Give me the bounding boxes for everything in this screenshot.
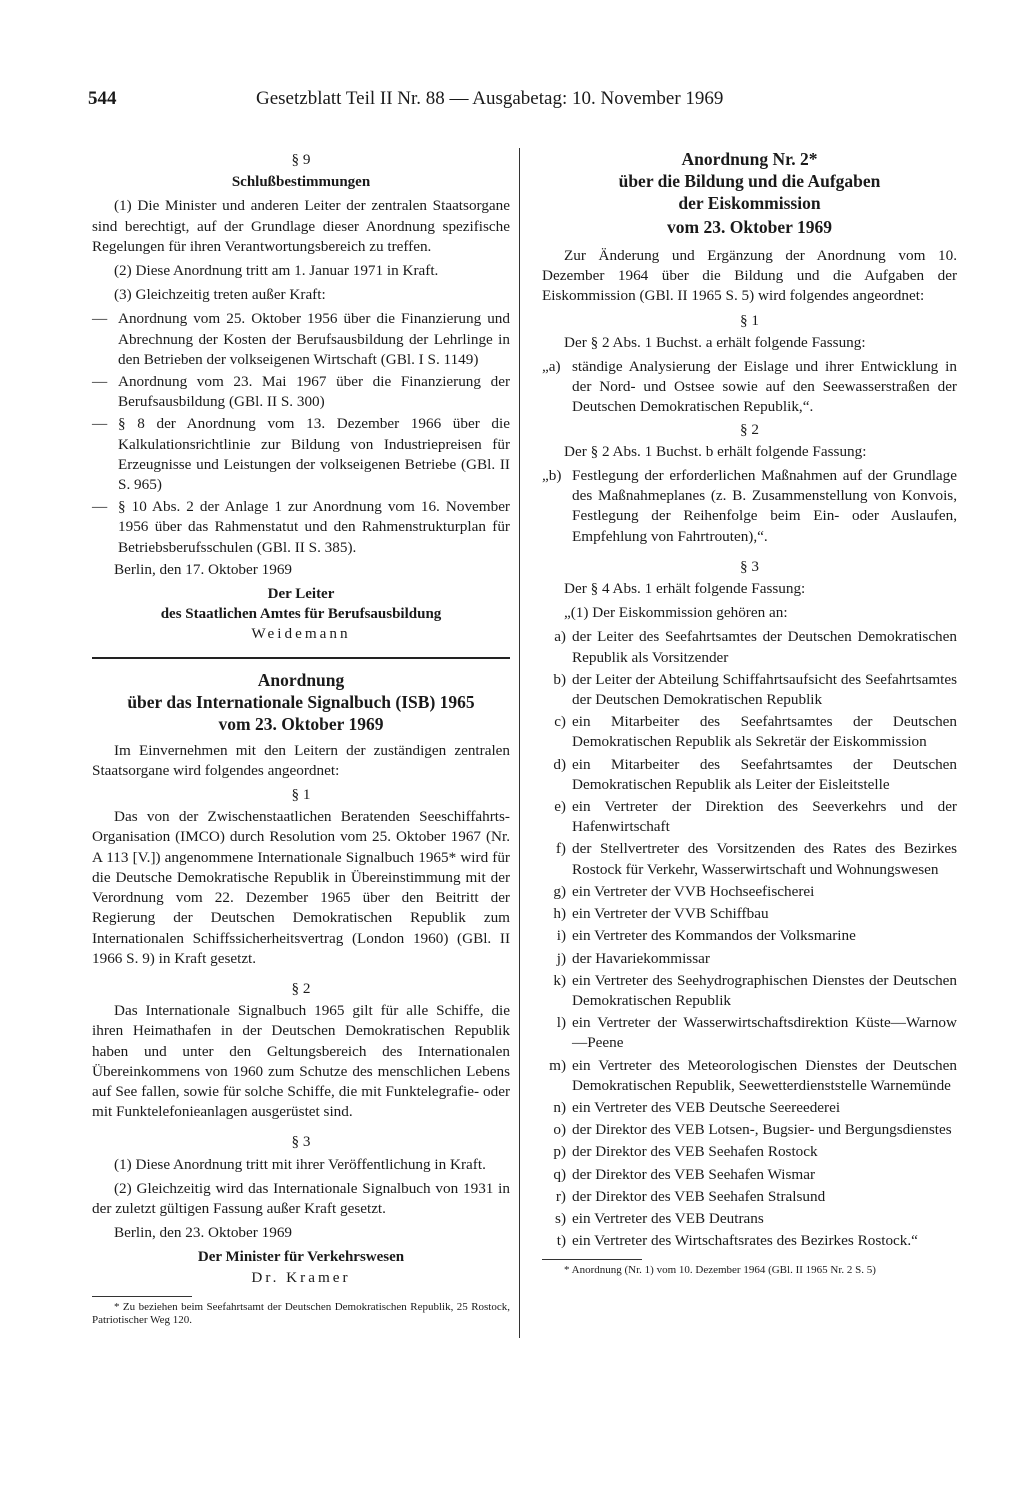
member-label: q) [553, 1165, 566, 1183]
right-column [542, 148, 957, 1281]
member-item [542, 839, 957, 879]
member-text: ein Vertreter der Direktion des Seeverkehrs und der Hafenwirtschaft [572, 798, 957, 836]
member-item [542, 755, 957, 795]
list-item-text: § 10 Abs. 2 der Anlage 1 zur Anordnung vom 16. November 1956 über das Rahmenstatut und den Rahmenstrukturplan für Betriebsberufsschulen (GBl. II S. 385). [118, 498, 510, 556]
member-item [542, 971, 957, 1011]
footnote-rule [542, 1259, 642, 1260]
member-item [542, 949, 957, 969]
member-label: f) [555, 840, 566, 858]
member-label: l) [556, 1014, 566, 1032]
member-text: ein Vertreter des Kommandos der Volksmarine [572, 927, 856, 945]
signature-title: des Staatlichen Amtes für Berufsausbildung [160, 606, 442, 623]
member-text: der Direktor des VEB Seehafen Stralsund [572, 1187, 826, 1205]
paragraph: Der § 2 Abs. 1 Buchst. b erhält folgende Fassung: [564, 442, 867, 460]
section-number: § 3 [291, 1133, 311, 1151]
date-line: Berlin, den 23. Oktober 1969 [114, 1224, 293, 1242]
member-item [542, 1209, 957, 1229]
section-number: § 2 [740, 420, 759, 438]
ordinance-date: vom 23. Oktober 1969 [667, 217, 832, 237]
member-label: e) [554, 798, 566, 816]
amendment-item [542, 357, 957, 418]
footnote: * Zu beziehen beim Seefahrtsamt der Deutschen Demokratischen Republik, 25 Rostock, Patriotischer Weg 120. [92, 1300, 510, 1326]
member-text: ein Mitarbeiter des Seefahrtsamtes der Deutschen Demokratischen Republik als Sekretär der Eiskommission [572, 713, 957, 751]
member-item [542, 926, 957, 946]
list-item [92, 497, 510, 558]
column-divider [519, 148, 520, 1338]
paragraph: Im Einvernehmen mit den Leitern der zuständigen zentralen Staatsorgane wird folgendes angeordnet: [92, 741, 510, 779]
section-number: § 3 [740, 557, 759, 575]
page-number: 544 [88, 88, 117, 109]
paragraph: (2) Gleichzeitig wird das Internationale Signalbuch von 1931 in der zuletzt gültigen Fassung außer Kraft gesetzt. [92, 1179, 510, 1217]
member-label: n) [553, 1098, 566, 1116]
member-item [542, 1165, 957, 1185]
footnote: * Anordnung (Nr. 1) vom 10. Dezember 1964 (GBl. II 1965 Nr. 2 S. 5) [564, 1264, 876, 1277]
paragraph: „(1) Der Eiskommission gehören an: [564, 604, 788, 622]
member-text: ein Vertreter der Wasserwirtschaftsdirektion Küste—Warnow—Peene [572, 1014, 957, 1052]
signature-title: Der Minister für Verkehrswesen [197, 1249, 405, 1266]
header-title: Gesetzblatt Teil II Nr. 88 — Ausgabetag: 10. November 1969 [256, 88, 724, 109]
member-item [542, 670, 957, 710]
member-text: der Leiter des Seefahrtsamtes der Deutschen Demokratischen Republik als Vorsitzender [572, 628, 957, 666]
dash-mark: — [92, 373, 108, 391]
list-item [92, 414, 510, 495]
paragraph: Das Internationale Signalbuch 1965 gilt für alle Schiffe, die ihren Heimathafen in der Deutschen Demokratischen Republik haben und unter den Geltungsbereich des Internationalen Übereinkommens von 1960 zum Schutze des menschlichen Lebens auf See fallen, sowie für solche Schiffe, die mit Funktelegrafie- oder mit Funktelefonieanlagen ausgerüstet sind. [92, 1002, 510, 1121]
dash-mark: — [92, 498, 108, 516]
member-text: der Direktor des VEB Seehafen Rostock [572, 1143, 818, 1161]
member-label: a) [554, 628, 566, 646]
member-text: der Direktor des VEB Lotsen-, Bugsier- und Bergungsdienstes [572, 1121, 952, 1139]
footnote-rule [92, 1296, 192, 1297]
date-line: Berlin, den 17. Oktober 1969 [114, 560, 293, 578]
member-text: ein Vertreter des Seehydrographischen Dienstes der Deutschen Demokratischen Republik [572, 971, 957, 1009]
member-label: p) [553, 1143, 566, 1161]
paragraph: Der § 4 Abs. 1 erhält folgende Fassung: [564, 580, 806, 598]
member-text: ein Vertreter des VEB Deutrans [572, 1209, 764, 1227]
member-item [542, 1187, 957, 1207]
list-item [92, 309, 510, 370]
member-item [542, 1013, 957, 1053]
member-text: ein Mitarbeiter des Seefahrtsamtes der Deutschen Demokratischen Republik als Leiter der Eisleitstelle [572, 755, 957, 793]
member-label: s) [555, 1209, 566, 1227]
ordinance-date: vom 23. Oktober 1969 [218, 713, 384, 734]
signature-title: Der Leiter [267, 586, 335, 603]
section-number: § 2 [291, 979, 311, 997]
member-label: r) [555, 1187, 566, 1205]
dash-mark: — [92, 415, 108, 433]
section-number: § 9 [291, 151, 311, 168]
member-item [542, 712, 957, 752]
member-label: j) [556, 949, 566, 967]
ordinance-title: Anordnung Nr. 2* [681, 149, 818, 169]
paragraph: Zur Änderung und Ergänzung der Anordnung vom 10. Dezember 1964 über die Bildung und die Aufgaben der Eiskommission (GBl. II 1965 S. 5) wird folgendes angeordnet: [542, 247, 957, 305]
member-item [542, 627, 957, 667]
member-text: der Leiter der Abteilung Schiffahrtsaufsicht des Seefahrtsamtes der Deutschen Demokratischen Republik [572, 670, 957, 709]
member-text: der Stellvertreter des Vorsitzenden des Rates des Bezirkes Rostock für Verkehr, Wasserwirtschaft und Wohnungswesen [572, 840, 957, 878]
section-number: § 1 [291, 786, 311, 804]
member-item [542, 1056, 957, 1096]
signature-name: Dr. Kramer [251, 1268, 351, 1286]
ordinance-subtitle: über das Internationale Signalbuch (ISB) 1965 [127, 691, 475, 712]
member-item [542, 1120, 957, 1140]
member-item [542, 797, 957, 837]
section-title: Schlußbestimmungen [231, 174, 371, 191]
list-item [92, 372, 510, 412]
member-label: t) [556, 1232, 566, 1250]
member-item [542, 1231, 957, 1251]
member-text: ein Vertreter des Meteorologischen Dienstes der Deutschen Demokratischen Republik, Seewetterdienststelle Warnemünde [572, 1056, 957, 1094]
member-label: i) [556, 927, 566, 945]
list-item-text: Anordnung vom 25. Oktober 1956 über die Finanzierung und Abrechnung der Kosten der Berufsausbildung der Lehrlinge in den Betrieben der volkseigenen Wirtschaft (GBl. I S. 1149) [118, 310, 510, 368]
member-label: m) [549, 1056, 566, 1074]
member-text: der Direktor des VEB Seehafen Wismar [572, 1165, 816, 1183]
member-list [542, 627, 957, 1251]
section-number: § 1 [740, 311, 759, 329]
section-divider [92, 657, 510, 659]
member-label: o) [553, 1121, 566, 1139]
member-text: ein Vertreter der VVB Hochseefischerei [572, 882, 815, 900]
signature-name: Weidemann [251, 625, 351, 643]
member-text: ein Vertreter der VVB Schiffbau [572, 905, 769, 923]
item-text: Festlegung der erforderlichen Maßnahmen auf der Grundlage des Maßnahmeplanes (z. B. Zusammenstellung von Konvois, Festlegung der Reihenfolge beim Ein- oder Auslaufen, Empfehlung von Fahrtrouten),“. [572, 467, 957, 545]
list-item-text: Anordnung vom 23. Mai 1967 über die Finanzierung der Berufsausbildung (GBl. II S. 300) [118, 373, 510, 411]
item-label: „b) [542, 467, 562, 485]
member-label: k) [553, 971, 566, 989]
member-item [542, 882, 957, 902]
member-label: d) [553, 755, 566, 773]
list-item-text: § 8 der Anordnung vom 13. Dezember 1966 über die Kalkulationsrichtlinie zur Bildung von Industriepreisen für Erzeugnisse und Leistungen der volkseigenen Betriebe (GBl. II S. 965) [118, 415, 510, 494]
paragraph: (1) Die Minister und anderen Leiter der zentralen Staatsorgane sind berechtigt, auf der Grundlage dieser Anordnung spezifische Regelungen für ihren Verantwortungsbereich zu treffen. [92, 197, 510, 255]
paragraph: Das von der Zwischenstaatlichen Beratenden Seeschiffahrts-Organisation (IMCO) durch Resolution vom 25. Oktober 1967 (Nr. A 113 [V.]) angenommene Internationale Signalbuch 1965* wird für die Deutsche Demokratische Republik in Übereinstimmung mit der Verordnung vom 22. Dezember 1965 über den Beitritt der Regierung der Deutschen Demokratischen Republik zum Internationalen Schiffssicherheitsvertrag (London 1960) (GBl. II 1966 S. 9) in Kraft gesetzt. [92, 808, 510, 967]
left-column [92, 148, 510, 1331]
member-label: c) [554, 713, 566, 731]
dash-mark: — [92, 310, 108, 328]
member-item [542, 1098, 957, 1118]
member-label: b) [553, 670, 566, 688]
item-text: ständige Analysierung der Eislage und ihrer Entwicklung in der Nord- und Ostsee sowie auf den Seewasserstraßen der Deutschen Demokratischen Republik,“. [572, 358, 957, 416]
ordinance-subtitle: über die Bildung und die Aufgaben [618, 171, 881, 191]
item-label: „a) [542, 358, 561, 376]
member-text: ein Vertreter des VEB Deutsche Seereederei [572, 1098, 841, 1116]
paragraph: Der § 2 Abs. 1 Buchst. a erhält folgende Fassung: [564, 333, 866, 351]
paragraph: (1) Diese Anordnung tritt mit ihrer Veröffentlichung in Kraft. [114, 1155, 486, 1173]
amendment-item [542, 466, 957, 547]
ordinance-title: Anordnung [257, 669, 345, 690]
member-item [542, 1142, 957, 1162]
page-header [88, 88, 968, 116]
member-item [542, 904, 957, 924]
paragraph: (2) Diese Anordnung tritt am 1. Januar 1971 in Kraft. [114, 262, 439, 280]
ordinance-subtitle: der Eiskommission [678, 193, 821, 213]
paragraph: (3) Gleichzeitig treten außer Kraft: [114, 286, 326, 304]
member-text: der Havariekommissar [572, 949, 710, 967]
member-label: g) [553, 882, 566, 900]
member-text: ein Vertreter des Wirtschaftsrates des Bezirkes Rostock.“ [572, 1232, 918, 1250]
member-label: h) [553, 905, 566, 923]
